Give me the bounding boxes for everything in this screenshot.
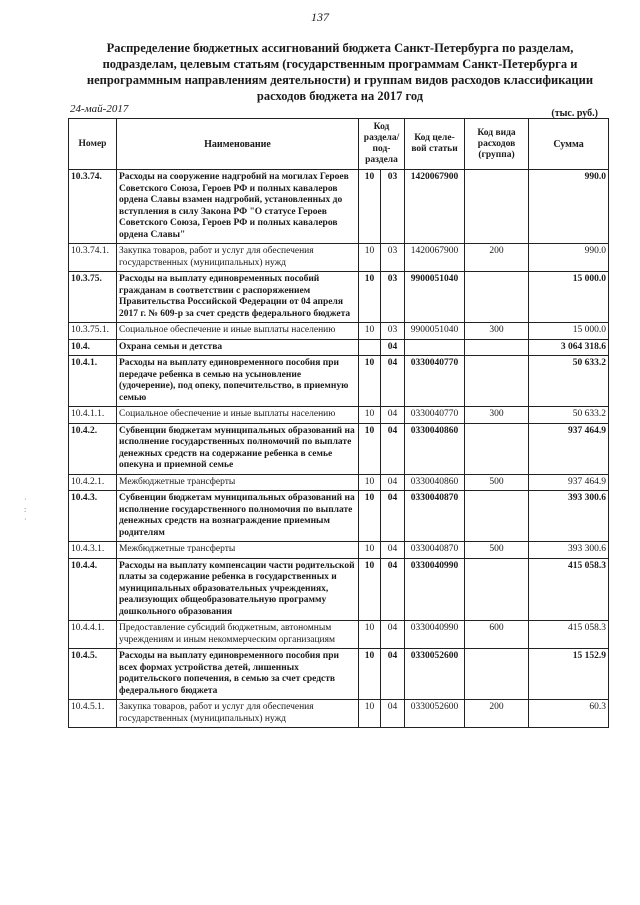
table-row <box>69 474 609 491</box>
row-subsection: 04 <box>381 700 405 728</box>
row-subsection: 03 <box>381 170 405 244</box>
row-section: 10 <box>359 491 381 542</box>
row-sum: 937 464.9 <box>529 423 609 474</box>
row-name: Социальное обеспечение и иные выплаты населению <box>117 407 359 424</box>
row-section: 10 <box>359 407 381 424</box>
row-subsection: 03 <box>381 323 405 340</box>
row-expense-type: 200 <box>465 244 529 272</box>
col-type-header: Код вида расходов (группа) <box>465 119 529 170</box>
row-section: 10 <box>359 621 381 649</box>
row-expense-type <box>465 423 529 474</box>
page-number: 137 <box>311 10 329 24</box>
margin-mark: · : · <box>24 495 27 524</box>
row-name: Межбюджетные трансферты <box>117 474 359 491</box>
row-target-code: 1420067900 <box>405 244 465 272</box>
row-expense-type: 300 <box>465 407 529 424</box>
row-section: 10 <box>359 700 381 728</box>
col-name-header: Наименование <box>117 119 359 170</box>
row-sum: 937 464.9 <box>529 474 609 491</box>
row-sum: 15 000.0 <box>529 272 609 323</box>
table-row <box>69 170 609 244</box>
row-number: 10.4.4. <box>69 558 117 621</box>
row-name: Расходы на сооружение надгробий на могилах Героев Советского Союза, Героев РФ и полных кавалеров ордена Славы взамен надгробий, установленных до вступления в силу Закона РФ "О статусе Героев Советского Союза, Героев РФ и полных кавалеров ордена Славы" <box>117 170 359 244</box>
row-subsection: 04 <box>381 491 405 542</box>
col-section-header: Код раздела/ под-раздела <box>359 119 405 170</box>
row-expense-type <box>465 356 529 407</box>
row-target-code: 0330040990 <box>405 621 465 649</box>
row-subsection: 04 <box>381 474 405 491</box>
row-name: Расходы на выплату единовременных пособий гражданам в соответствии с распоряжением Правительства Российской Федерации от 04 апреля 2017 г. № 609-р за счет средств федерального бюджета <box>117 272 359 323</box>
row-expense-type <box>465 339 529 356</box>
row-expense-type <box>465 170 529 244</box>
row-name: Закупка товаров, работ и услуг для обеспечения государственных (муниципальных) нужд <box>117 700 359 728</box>
table-header-row <box>69 119 609 170</box>
row-name: Расходы на выплату компенсации части родительской платы за содержание ребенка в государственных и муниципальных образовательных учреждениях, реализующих общеобразовательную программу дошкольного образования <box>117 558 359 621</box>
row-expense-type: 300 <box>465 323 529 340</box>
row-expense-type <box>465 649 529 700</box>
row-sum: 990.0 <box>529 244 609 272</box>
row-name: Охрана семьи и детства <box>117 339 359 356</box>
row-number: 10.4.4.1. <box>69 621 117 649</box>
row-name: Субвенции бюджетам муниципальных образований на исполнение государственного полномочия по выплате денежных средств на вознаграждение приемным родителям <box>117 491 359 542</box>
row-section: 10 <box>359 423 381 474</box>
row-sum: 15 152.9 <box>529 649 609 700</box>
table-row <box>69 423 609 474</box>
row-target-code: 0330052600 <box>405 700 465 728</box>
col-sum-header: Сумма <box>529 119 609 170</box>
row-sum: 15 000.0 <box>529 323 609 340</box>
row-number: 10.4.2.1. <box>69 474 117 491</box>
row-section: 10 <box>359 356 381 407</box>
row-subsection: 04 <box>381 339 405 356</box>
table-row <box>69 407 609 424</box>
row-expense-type: 500 <box>465 542 529 559</box>
row-number: 10.3.75. <box>69 272 117 323</box>
row-name: Социальное обеспечение и иные выплаты населению <box>117 323 359 340</box>
row-number: 10.3.74.1. <box>69 244 117 272</box>
row-expense-type: 200 <box>465 700 529 728</box>
row-target-code: 0330052600 <box>405 649 465 700</box>
row-section: 10 <box>359 558 381 621</box>
row-name: Межбюджетные трансферты <box>117 542 359 559</box>
row-name: Закупка товаров, работ и услуг для обеспечения государственных (муниципальных) нужд <box>117 244 359 272</box>
table-row <box>69 542 609 559</box>
row-expense-type <box>465 558 529 621</box>
row-target-code: 0330040860 <box>405 423 465 474</box>
table-body <box>69 170 609 728</box>
row-subsection: 04 <box>381 356 405 407</box>
row-name: Расходы на выплату единовременного пособия при всех формах устройства детей, лишенных родительского попечения, в семью за счет средств федерального бюджета <box>117 649 359 700</box>
row-number: 10.4.1. <box>69 356 117 407</box>
date-stamp: 24-май-2017 <box>70 103 129 115</box>
row-section: 10 <box>359 474 381 491</box>
row-subsection: 04 <box>381 621 405 649</box>
row-target-code: 0330040870 <box>405 542 465 559</box>
row-expense-type: 500 <box>465 474 529 491</box>
row-number: 10.3.74. <box>69 170 117 244</box>
row-number: 10.4.5.1. <box>69 700 117 728</box>
row-sum: 50 633.2 <box>529 356 609 407</box>
row-section: 10 <box>359 542 381 559</box>
table-row <box>69 649 609 700</box>
row-section: 10 <box>359 323 381 340</box>
table-row <box>69 323 609 340</box>
row-subsection: 03 <box>381 272 405 323</box>
row-name: Расходы на выплату единовременного пособия при передаче ребенка в семью на усыновление (удочерение), под опеку, попечительство, в приемную семью <box>117 356 359 407</box>
row-expense-type <box>465 272 529 323</box>
row-sum: 415 058.3 <box>529 621 609 649</box>
row-number: 10.4.2. <box>69 423 117 474</box>
table-row <box>69 339 609 356</box>
row-number: 10.4.5. <box>69 649 117 700</box>
row-section: 10 <box>359 272 381 323</box>
row-section: 10 <box>359 244 381 272</box>
row-sum: 415 058.3 <box>529 558 609 621</box>
table-row <box>69 272 609 323</box>
table-row <box>69 700 609 728</box>
row-subsection: 04 <box>381 649 405 700</box>
row-section: 10 <box>359 170 381 244</box>
row-target-code: 0330040770 <box>405 407 465 424</box>
table-row <box>69 621 609 649</box>
row-subsection: 04 <box>381 542 405 559</box>
row-target-code <box>405 339 465 356</box>
col-target-header: Код целе-вой статьи <box>405 119 465 170</box>
table-row <box>69 491 609 542</box>
document-title: Распределение бюджетных ассигнований бюджета Санкт-Петербурга по разделам, подразделам, целевым статьям (государственным программам Санкт-Петербурга и непрограммным направлениям деятельности) и группам видов расходов классификации расходов бюджета на 2017 год <box>86 41 594 103</box>
row-sum: 990.0 <box>529 170 609 244</box>
row-subsection: 04 <box>381 558 405 621</box>
table-row <box>69 244 609 272</box>
row-sum: 393 300.6 <box>529 542 609 559</box>
row-subsection: 03 <box>381 244 405 272</box>
unit-note: (тыс. руб.) <box>551 108 598 119</box>
row-subsection: 04 <box>381 423 405 474</box>
row-target-code: 0330040990 <box>405 558 465 621</box>
row-target-code: 9900051040 <box>405 323 465 340</box>
row-target-code: 0330040870 <box>405 491 465 542</box>
row-section: 10 <box>359 649 381 700</box>
row-number: 10.4.3. <box>69 491 117 542</box>
row-section <box>359 339 381 356</box>
row-target-code: 0330040770 <box>405 356 465 407</box>
table-row <box>69 558 609 621</box>
row-expense-type <box>465 491 529 542</box>
row-name: Субвенции бюджетам муниципальных образований на исполнение государственных полномочий по выплате денежных средств на содержание ребенка в семье опекуна и приемной семье <box>117 423 359 474</box>
row-number: 10.4.1.1. <box>69 407 117 424</box>
row-name: Предоставление субсидий бюджетным, автономным учреждениям и иным некоммерческим организациям <box>117 621 359 649</box>
row-target-code: 0330040860 <box>405 474 465 491</box>
row-number: 10.4. <box>69 339 117 356</box>
row-sum: 50 633.2 <box>529 407 609 424</box>
table-row <box>69 356 609 407</box>
col-number-header: Номер <box>69 119 117 170</box>
row-number: 10.4.3.1. <box>69 542 117 559</box>
budget-table <box>68 118 609 728</box>
row-target-code: 1420067900 <box>405 170 465 244</box>
row-target-code: 9900051040 <box>405 272 465 323</box>
row-sum: 3 064 318.6 <box>529 339 609 356</box>
row-sum: 393 300.6 <box>529 491 609 542</box>
row-expense-type: 600 <box>465 621 529 649</box>
row-sum: 60.3 <box>529 700 609 728</box>
row-subsection: 04 <box>381 407 405 424</box>
row-number: 10.3.75.1. <box>69 323 117 340</box>
